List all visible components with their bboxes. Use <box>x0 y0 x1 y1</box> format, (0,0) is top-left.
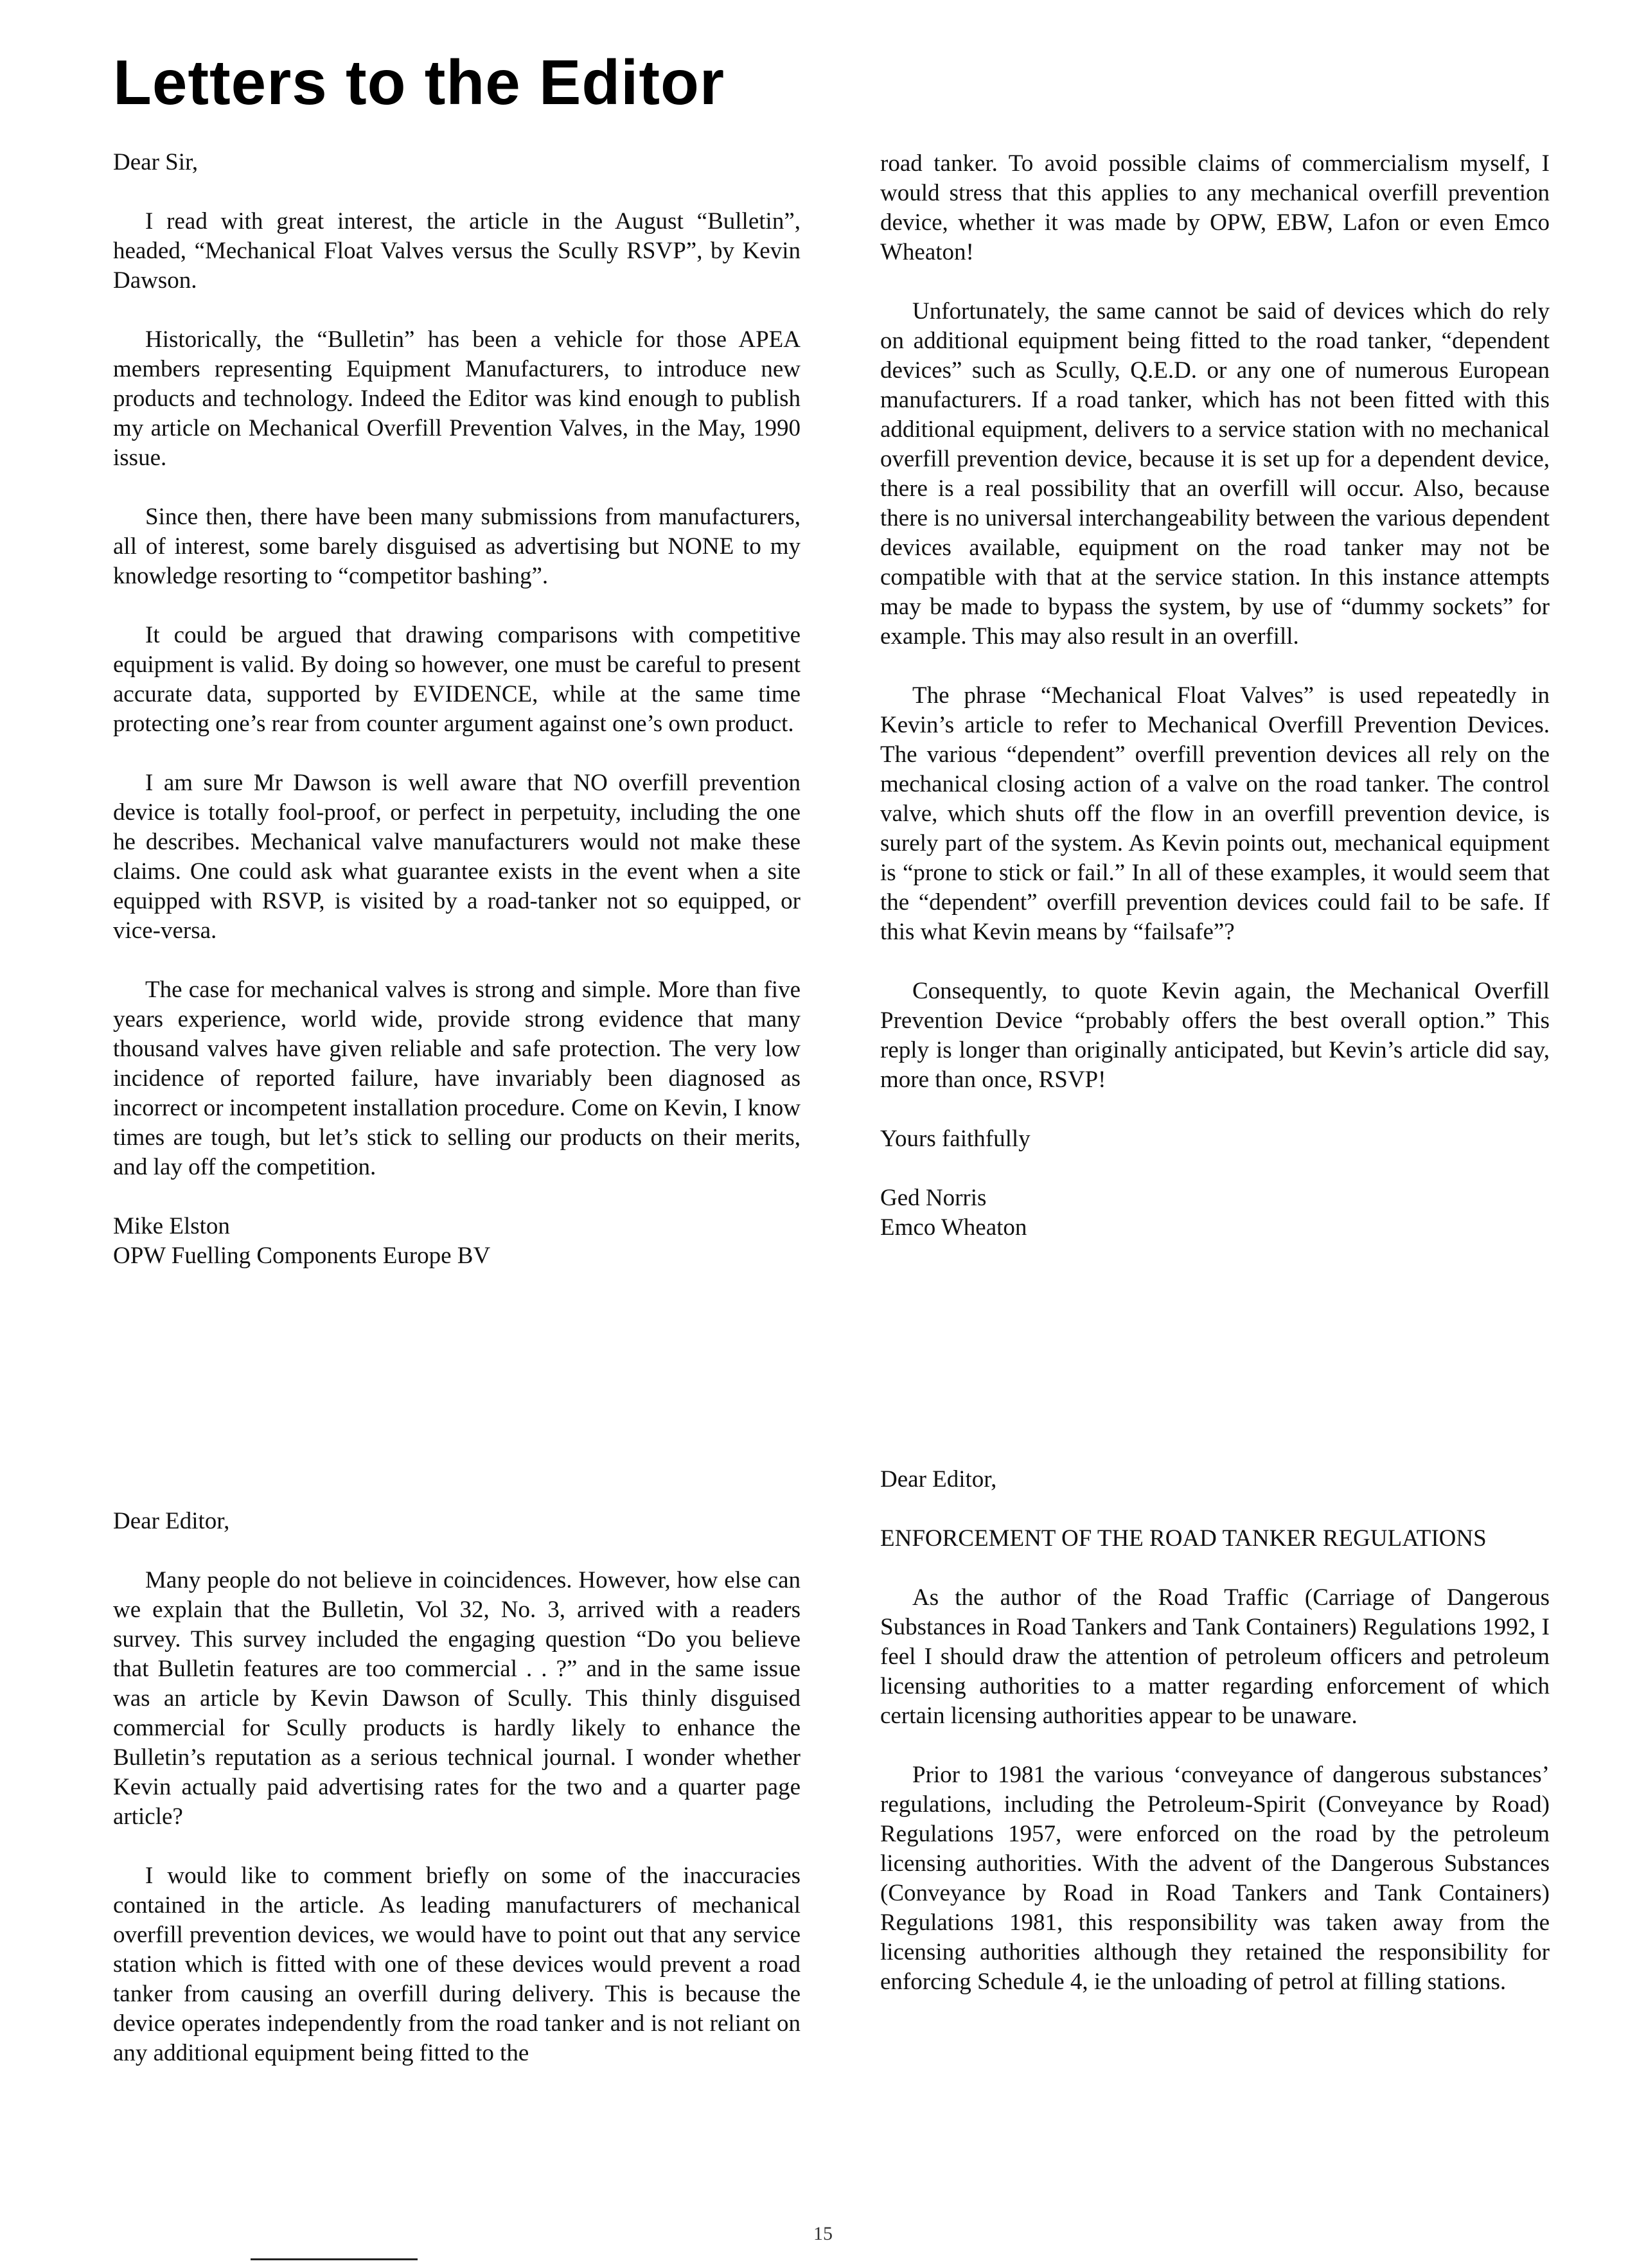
letter-1-paragraph-3: Since then, there have been many submissions from manufacturers, all of interest, some barely disguised as advertising but NONE to my knowledge resorting to “competitor bashing”. <box>113 504 801 589</box>
letter-2-paragraph-3: road tanker. To avoid possible claims of commercialism myself, I would stress that this applies to any mechanical overfill prevention device, whether it was made by OPW, EBW, Lafon or even Emco Wheaton! <box>880 150 1550 265</box>
letter-1-paragraph-1: I read with great interest, the article in the August “Bulletin”, headed, “Mechanical Float Valves versus the Scully RSVP”, by Kevin Dawson. <box>113 208 801 294</box>
letter-1-paragraph-4: It could be argued that drawing comparisons with competitive equipment is valid. By doing so however, one must be careful to present accurate data, supported by EVIDENCE, while at the same time protecting one’s rear from counter argument against one’s own product. <box>113 622 801 737</box>
page-number: 15 <box>813 2223 833 2244</box>
letter-1-salutation: Dear Sir, <box>113 149 199 175</box>
footer-rule <box>251 2258 418 2260</box>
letter-2-continued <box>880 149 1550 1243</box>
letter-2-signature-org: Emco Wheaton <box>880 1214 1027 1241</box>
letter-2-paragraph-2: I would like to comment briefly on some of the inaccuracies contained in the article. As leading manufacturers of mechanical overfill prevention devices, we would have to point out that any service station which is fitted with one of these devices would prevent a road tanker from causing an overfill during delivery. This is because the device operates independently from the road tanker and is not reliant on any additional equipment being fitted to the <box>113 1863 801 2066</box>
letter-2 <box>113 1507 801 2098</box>
letter-3-paragraph-2: Prior to 1981 the various ‘conveyance of dangerous substances’ regulations, including the Petroleum-Spirit (Conveyance by Road) Regulations 1957, were enforced on the road by the petroleum licensing authorities. With the advent of the Dangerous Substances (Conveyance by Road in Road Tankers and Tank Containers) Regulations 1981, this responsibility was taken away from the licensing authorities although they retained the responsibility for enforcing Schedule 4, ie the unloading of petrol at filling stations. <box>880 1762 1550 1995</box>
letter-2-paragraph-4: Unfortunately, the same cannot be said of devices which do rely on additional equipment being fitted to the road tanker, “dependent devices” such as Scully, Q.E.D. or any one of numerous European manufacturers. If a road tanker, which has not been fitted with this additional equipment, delivers to a service station with no mechanical overfill prevention device, because it is set up for a dependent device, there is a real possibility that an overfill will occur. Also, because there is no universal interchangeability between the various dependent devices available, equipment on the road tanker may not be compatible with that at the service station. In this instance attempts may be made to bypass the system, by use of “dummy sockets” for example. This may also result in an overfill. <box>880 298 1550 650</box>
letter-1-signature-name: Mike Elston <box>113 1213 230 1239</box>
letter-2-paragraph-1: Many people do not believe in coincidences. However, how else can we explain that the Bulletin, Vol 32, No. 3, arrived with a readers survey. This survey included the engaging question “Do you believe that Bulletin features are too commercial . . ?” and in the same issue was an article by Kevin Dawson of Scully. This thinly disguised commercial for Scully products is hardly likely to enhance the Bulletin’s reputation as a serious technical journal. I wonder whether Kevin actually paid advertising rates for the two and a quarter page article? <box>113 1567 801 1830</box>
letter-2-closing: Yours faithfully <box>880 1126 1031 1152</box>
letter-2-signature-name: Ged Norris <box>880 1185 987 1211</box>
letter-3-heading: ENFORCEMENT OF THE ROAD TANKER REGULATIONS <box>880 1525 1487 1552</box>
page-title: Letters to the Editor <box>113 47 725 118</box>
letter-2-salutation: Dear Editor, <box>113 1508 230 1534</box>
letter-1-paragraph-5: I am sure Mr Dawson is well aware that NO overfill prevention device is totally fool-proof, or perfect in perpetuity, including the one he describes. Mechanical valve manufacturers would not make these claims. One could ask what guarantee exists in the event when a site equipped with RSVP, is visited by a road-tanker not so equipped, or vice-versa. <box>113 770 801 944</box>
letter-1-signature-org: OPW Fuelling Components Europe BV <box>113 1243 491 1269</box>
letter-1-paragraph-2: Historically, the “Bulletin” has been a vehicle for those APEA members representing Equipment Manufacturers, to introduce new products and technology. Indeed the Editor was kind enough to publish my article on Mechanical Overfill Prevention Valves, in the May, 1990 issue. <box>113 326 801 471</box>
letter-1-paragraph-6: The case for mechanical valves is strong and simple. More than five years experience, world wide, provide strong evidence that many thousand valves have given reliable and safe protection. The very low incidence of reported failure, have invariably been diagnosed as incorrect or incompetent installation procedure. Come on Kevin, I know times are tough, but let’s stick to selling our products on their merits, and lay off the competition. <box>113 977 801 1180</box>
letter-3-salutation: Dear Editor, <box>880 1466 997 1493</box>
letter-2-paragraph-6: Consequently, to quote Kevin again, the Mechanical Overfill Prevention Device “probably offers the best overall option.” This reply is longer than originally anticipated, but Kevin’s article did say, more than once, RSVP! <box>880 978 1550 1093</box>
letter-1 <box>113 148 801 1271</box>
letter-2-paragraph-5: The phrase “Mechanical Float Valves” is used repeatedly in Kevin’s article to refer to Mechanical Overfill Prevention Devices. The various “dependent” overfill prevention devices all rely on the mechanical closing action of a valve on the road tanker. The control valve, which shuts off the flow in an overfill prevention device, is surely part of the system. As Kevin points out, mechanical equipment is “prone to stick or fail.” In all of these examples, it would seem that the “dependent” overfill prevention devices could fail to be safe. If this what Kevin means by “failsafe”? <box>880 682 1550 945</box>
letter-3-paragraph-1: As the author of the Road Traffic (Carriage of Dangerous Substances in Road Tankers and Tank Containers) Regulations 1992, I feel I should draw the attention of petroleum officers and petroleum licensing authorities to a matter regarding enforcement of which certain licensing authorities appear to be unaware. <box>880 1584 1550 1729</box>
letter-3 <box>880 1465 1550 2026</box>
